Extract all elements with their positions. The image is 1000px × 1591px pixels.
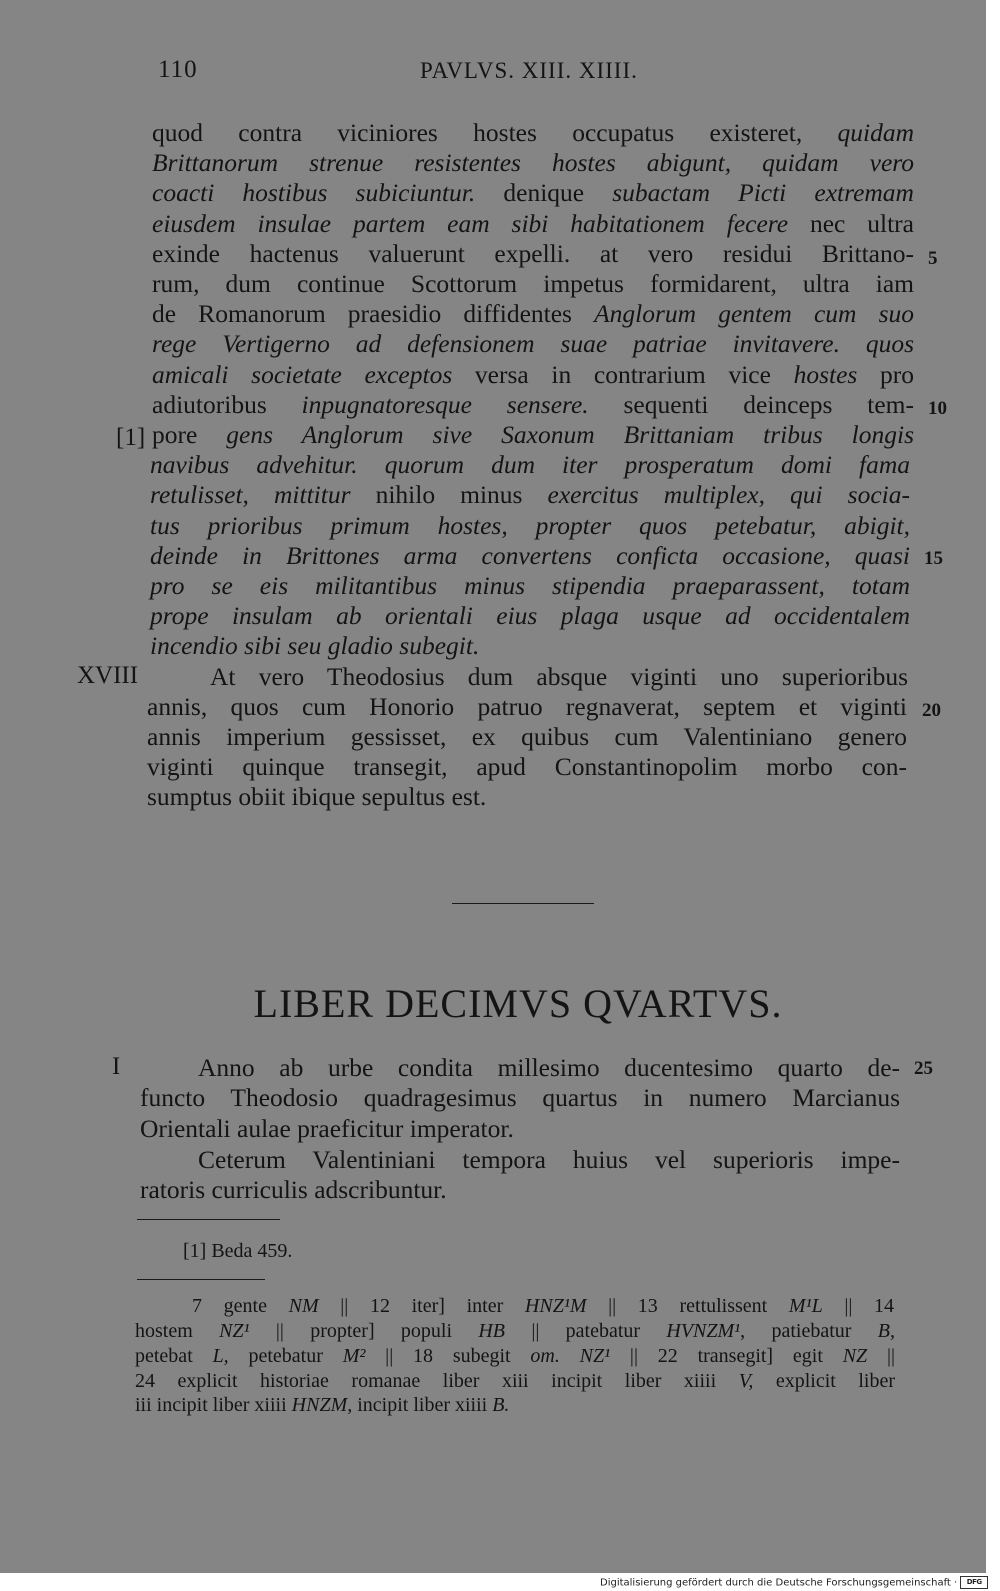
italic-segment: amicali societate exceptos (152, 359, 453, 389)
digitization-credit (600, 1576, 980, 1590)
text-line (150, 601, 910, 631)
italic-segment: L, (212, 1345, 229, 1367)
text-line (152, 299, 914, 329)
text-segment: iii incipit liber xiiii (135, 1394, 292, 1416)
text-segment: sequenti deinceps tem- (588, 389, 914, 419)
italic-segment: retulisset, mittitur (150, 480, 351, 510)
text-segment: Anno ab urbe condita millesimo ducentesimo quarto de- (198, 1053, 900, 1082)
text-line (140, 1175, 447, 1205)
text-segment: Orientali aulae praeficitur imperator. (140, 1114, 514, 1143)
text-segment: adiutoribus (152, 389, 302, 419)
text-segment: hostem (135, 1320, 220, 1342)
italic-segment: V, (738, 1370, 754, 1392)
italic-segment: hostes (793, 359, 858, 389)
apparatus-line (135, 1344, 895, 1368)
text-segment: 24 explicit historiae romanae liber xiii incipit liber xiiii (135, 1370, 739, 1392)
text-segment: viginti quinque transegit, apud Constantinopolim morbo con- (147, 752, 907, 782)
text-line (210, 662, 908, 692)
italic-segment: prope insulam ab orientali eius plaga usque ad occidentalem (150, 601, 910, 631)
text-segment: || propter] populi (249, 1320, 479, 1342)
line-number-20: 20 (922, 700, 941, 721)
italic-segment: HVNZM¹ (666, 1320, 741, 1342)
italic-segment: HNZM, (291, 1394, 353, 1416)
italic-segment: deinde in Brittones arma convertens conficta occasione, quasi (150, 540, 910, 570)
apparatus-rule (137, 1279, 265, 1280)
apparatus-line (135, 1369, 895, 1393)
text-segment: || 14 (822, 1295, 895, 1317)
text-line (150, 631, 479, 661)
italic-segment: rege Vertigerno ad defensionem suae patriae invitavere. quos (152, 329, 914, 359)
italic-segment: Brittanorum strenue resistentes hostes abigunt, quidam vero (152, 148, 914, 178)
page-number: 110 (158, 56, 198, 83)
italic-segment: subactam Picti extremam (612, 178, 914, 208)
text-line (152, 269, 914, 299)
text-line (150, 571, 910, 601)
text-line (152, 360, 914, 390)
text-line (152, 329, 914, 359)
italic-segment: exercitus multiplex, qui socia- (547, 480, 910, 510)
chapter-number-i: I (112, 1053, 121, 1080)
italic-segment: Anglorum gentem cum suo (594, 299, 914, 329)
italic-segment: B, (877, 1320, 895, 1342)
italic-segment: tus prioribus primum hostes, propter quos petebatur, abigit, (150, 510, 910, 540)
text-line (198, 1145, 900, 1175)
running-head: PAVLVS. XIII. XIIII. (420, 58, 638, 83)
italic-segment: HB (478, 1320, 506, 1342)
italic-segment: incendio sibi seu gladio subegit. (150, 631, 480, 661)
text-segment: At vero Theodosius dum absque viginti uno superioribus (210, 661, 908, 691)
text-line (152, 148, 914, 178)
text-segment: pore (152, 420, 227, 449)
text-line (147, 722, 907, 752)
text-segment: , patiebatur (740, 1320, 878, 1342)
text-segment: quod contra viciniores hostes occupatus existeret, (152, 118, 838, 147)
text-line (150, 450, 910, 480)
footnote-beda: [1] Beda 459. (183, 1240, 293, 1262)
chapter-number-xviii: XVIII (77, 662, 139, 689)
line-number-10: 10 (928, 398, 947, 419)
text-segment: versa in contrarium vice (452, 359, 794, 389)
text-segment: incipit liber xiiii (352, 1394, 493, 1416)
text-line (140, 1114, 514, 1144)
text-segment: 7 gente (192, 1295, 289, 1317)
text-segment: || patebatur (505, 1320, 667, 1342)
text-line (147, 692, 907, 722)
text-line (152, 390, 914, 420)
italic-segment: pro se eis militantibus minus stipendia praeparassent, totam (150, 571, 910, 600)
text-segment: || 18 subegit (365, 1345, 531, 1367)
text-segment: || 12 iter] inter (318, 1295, 525, 1317)
text-segment: nihilo minus (350, 480, 548, 510)
text-line (147, 782, 486, 812)
italic-segment: navibus advehitur. quorum dum iter prosperatum domi fama (150, 450, 910, 480)
italic-segment: gens Anglorum sive Saxonum Brittaniam tribus longis (226, 420, 914, 449)
text-segment: explicit liber (753, 1370, 895, 1392)
line-number-25: 25 (914, 1058, 933, 1079)
italic-segment: M¹L (788, 1295, 823, 1317)
text-segment: || 13 rettulissent (586, 1295, 789, 1317)
text-segment: || (867, 1345, 896, 1367)
text-segment: Ceterum Valentiniani tempora huius vel superioris impe- (198, 1145, 900, 1174)
credit-text: Digitalisierung gefördert durch die Deutsche Forschungsgemeinschaft · (600, 1577, 958, 1589)
text-segment: ratoris curriculis adscribuntur. (140, 1175, 447, 1204)
italic-segment: B. (492, 1394, 510, 1416)
text-segment: || 22 transegit] egit (610, 1345, 843, 1367)
text-line (150, 541, 910, 571)
text-segment: sumptus obiit ibique sepultus est. (147, 782, 487, 812)
book-title: LIBER DECIMVS QVARTVS. (253, 981, 783, 1026)
text-line (152, 420, 914, 450)
line-number-5: 5 (928, 248, 938, 269)
footnote-reference-mark: [1] (116, 424, 146, 451)
text-segment: exinde hactenus valuerunt expelli. at vero residui Brittano- (152, 238, 914, 268)
section-divider (452, 903, 594, 904)
text-segment: nec ultra (788, 208, 914, 238)
apparatus-line (135, 1319, 895, 1343)
text-line (152, 178, 914, 208)
text-line (150, 480, 910, 510)
italic-segment: M² (342, 1345, 366, 1367)
italic-segment: coacti hostibus subiciuntur. (152, 178, 476, 208)
italic-segment: NZ¹ (219, 1320, 250, 1342)
italic-segment: quidam (837, 118, 914, 147)
italic-segment: eiusdem insulae partem eam sibi habitationem fecere (152, 208, 789, 238)
text-line (152, 239, 914, 269)
text-segment: rum, dum continue Scottorum impetus formidarent, ultra iam (152, 269, 914, 298)
text-line (147, 752, 907, 782)
text-line (150, 511, 910, 541)
text-segment: petebatur (228, 1345, 343, 1367)
text-segment: annis, quos cum Honorio patruo regnaverat, septem et viginti (147, 691, 907, 721)
line-number-15: 15 (924, 548, 943, 569)
italic-segment: NM (288, 1295, 319, 1317)
text-line (152, 209, 914, 239)
text-segment: de Romanorum praesidio diffidentes (152, 299, 595, 329)
apparatus-line (135, 1393, 509, 1417)
footnote-rule (137, 1219, 280, 1220)
text-line (152, 118, 914, 148)
text-line (140, 1083, 900, 1113)
apparatus-line (192, 1294, 894, 1318)
text-segment: petebat (135, 1345, 213, 1367)
text-segment: pro (857, 359, 915, 389)
italic-segment: NZ (842, 1345, 868, 1367)
text-line (198, 1053, 900, 1083)
italic-segment: inpugnatoresque sensere. (301, 389, 589, 419)
text-segment: annis imperium gessisset, ex quibus cum Valentiniano genero (147, 722, 907, 751)
italic-segment: HNZ¹M (524, 1295, 587, 1317)
italic-segment: om. NZ¹ (530, 1345, 611, 1367)
text-segment: denique (475, 178, 613, 208)
dfg-logo: DFG (960, 1576, 988, 1589)
text-segment: functo Theodosio quadragesimus quartus in numero Marcianus (140, 1083, 900, 1112)
